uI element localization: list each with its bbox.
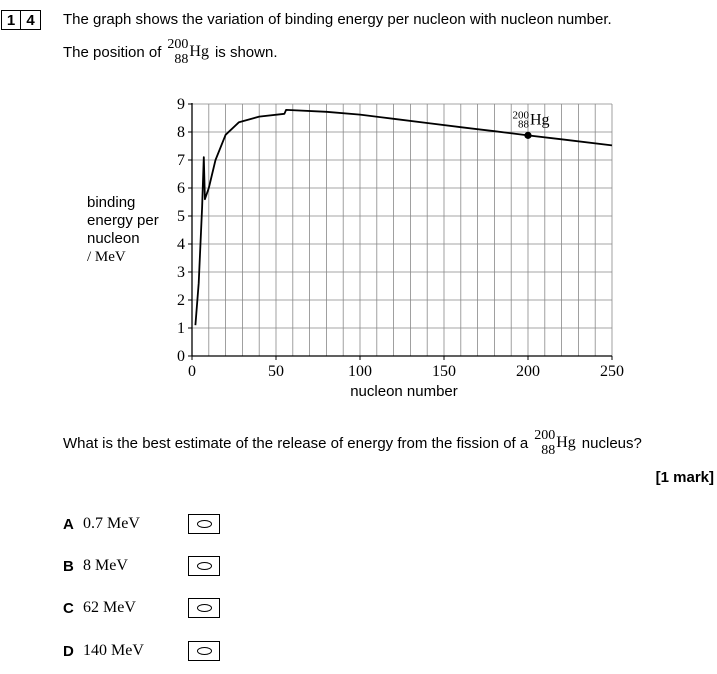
y-tick-label: 5 — [177, 208, 185, 225]
question-number-digit-2: 4 — [21, 10, 41, 30]
option-d-bubble[interactable] — [197, 647, 212, 655]
x-tick-label: 250 — [600, 363, 624, 380]
option-a-letter: A — [63, 515, 74, 533]
question-prompt — [63, 428, 642, 458]
x-tick-label: 200 — [516, 363, 540, 380]
option-c — [63, 598, 220, 618]
nuclide-symbol: Hg — [189, 43, 209, 60]
y-tick-label: 9 — [177, 96, 185, 113]
x-tick-label: 50 — [268, 363, 284, 380]
marks-label: [1 mark] — [655, 469, 714, 486]
y-tick-label: 8 — [177, 124, 185, 141]
option-b-text: 8 MeV — [83, 557, 128, 574]
position-prefix: The position of — [63, 43, 162, 61]
hg-label-mass: 200 — [512, 109, 529, 122]
option-c-letter: C — [63, 599, 74, 617]
option-a-bubble[interactable] — [197, 520, 212, 528]
prompt-suffix: nucleus? — [581, 434, 642, 452]
question-intro: The graph shows the variation of binding energy per nucleon with nucleon number. — [63, 11, 612, 28]
x-axis-label: nucleon number — [350, 383, 458, 400]
prompt-nuclide-symbol: Hg — [556, 434, 576, 451]
x-tick-label: 0 — [188, 363, 196, 380]
prompt-prefix: What is the best estimate of the release of energy from the fission of a — [63, 434, 529, 452]
y-tick-label: 1 — [177, 320, 185, 337]
question-number-digit-1: 1 — [1, 10, 21, 30]
option-a-text: 0.7 MeV — [83, 515, 140, 532]
y-axis-label-line-4: / MeV — [87, 249, 126, 265]
x-tick-label: 150 — [432, 363, 456, 380]
option-a — [63, 514, 220, 534]
prompt-nuclide-mass: 200 — [534, 428, 556, 443]
option-c-text: 62 MeV — [83, 599, 136, 616]
option-d-letter: D — [63, 642, 74, 660]
hg-data-point — [524, 132, 531, 139]
prompt-nuclide — [534, 428, 576, 458]
position-suffix: is shown. — [214, 43, 278, 61]
y-tick-label: 3 — [177, 264, 185, 281]
y-axis-label-line-2: energy per — [87, 212, 159, 229]
y-tick-label: 4 — [177, 236, 185, 253]
y-tick-label: 2 — [177, 292, 185, 309]
x-tick-label: 100 — [348, 363, 372, 380]
option-b — [63, 556, 220, 576]
option-c-bubble[interactable] — [197, 604, 212, 612]
nuclide-atomic-number: 88 — [174, 52, 189, 67]
y-axis-label-line-1: binding — [87, 194, 136, 211]
option-d — [63, 641, 220, 661]
y-axis-label-line-3: nucleon — [87, 230, 140, 247]
nuclide-mass-number: 200 — [167, 37, 189, 52]
option-b-letter: B — [63, 557, 74, 575]
y-tick-label: 0 — [177, 348, 185, 365]
option-b-bubble[interactable] — [197, 562, 212, 570]
option-d-answer-box[interactable] — [188, 641, 220, 661]
option-c-answer-box[interactable] — [188, 598, 220, 618]
y-tick-label: 6 — [177, 180, 185, 197]
prompt-nuclide-atomic: 88 — [541, 443, 556, 458]
hg-label-atomic: 88 — [518, 118, 529, 131]
option-a-answer-box[interactable] — [188, 514, 220, 534]
binding-energy-curve — [195, 110, 612, 325]
option-d-text: 140 MeV — [83, 642, 144, 659]
y-tick-label: 7 — [177, 152, 185, 169]
hg-label-symbol: Hg — [530, 111, 550, 129]
option-b-answer-box[interactable] — [188, 556, 220, 576]
